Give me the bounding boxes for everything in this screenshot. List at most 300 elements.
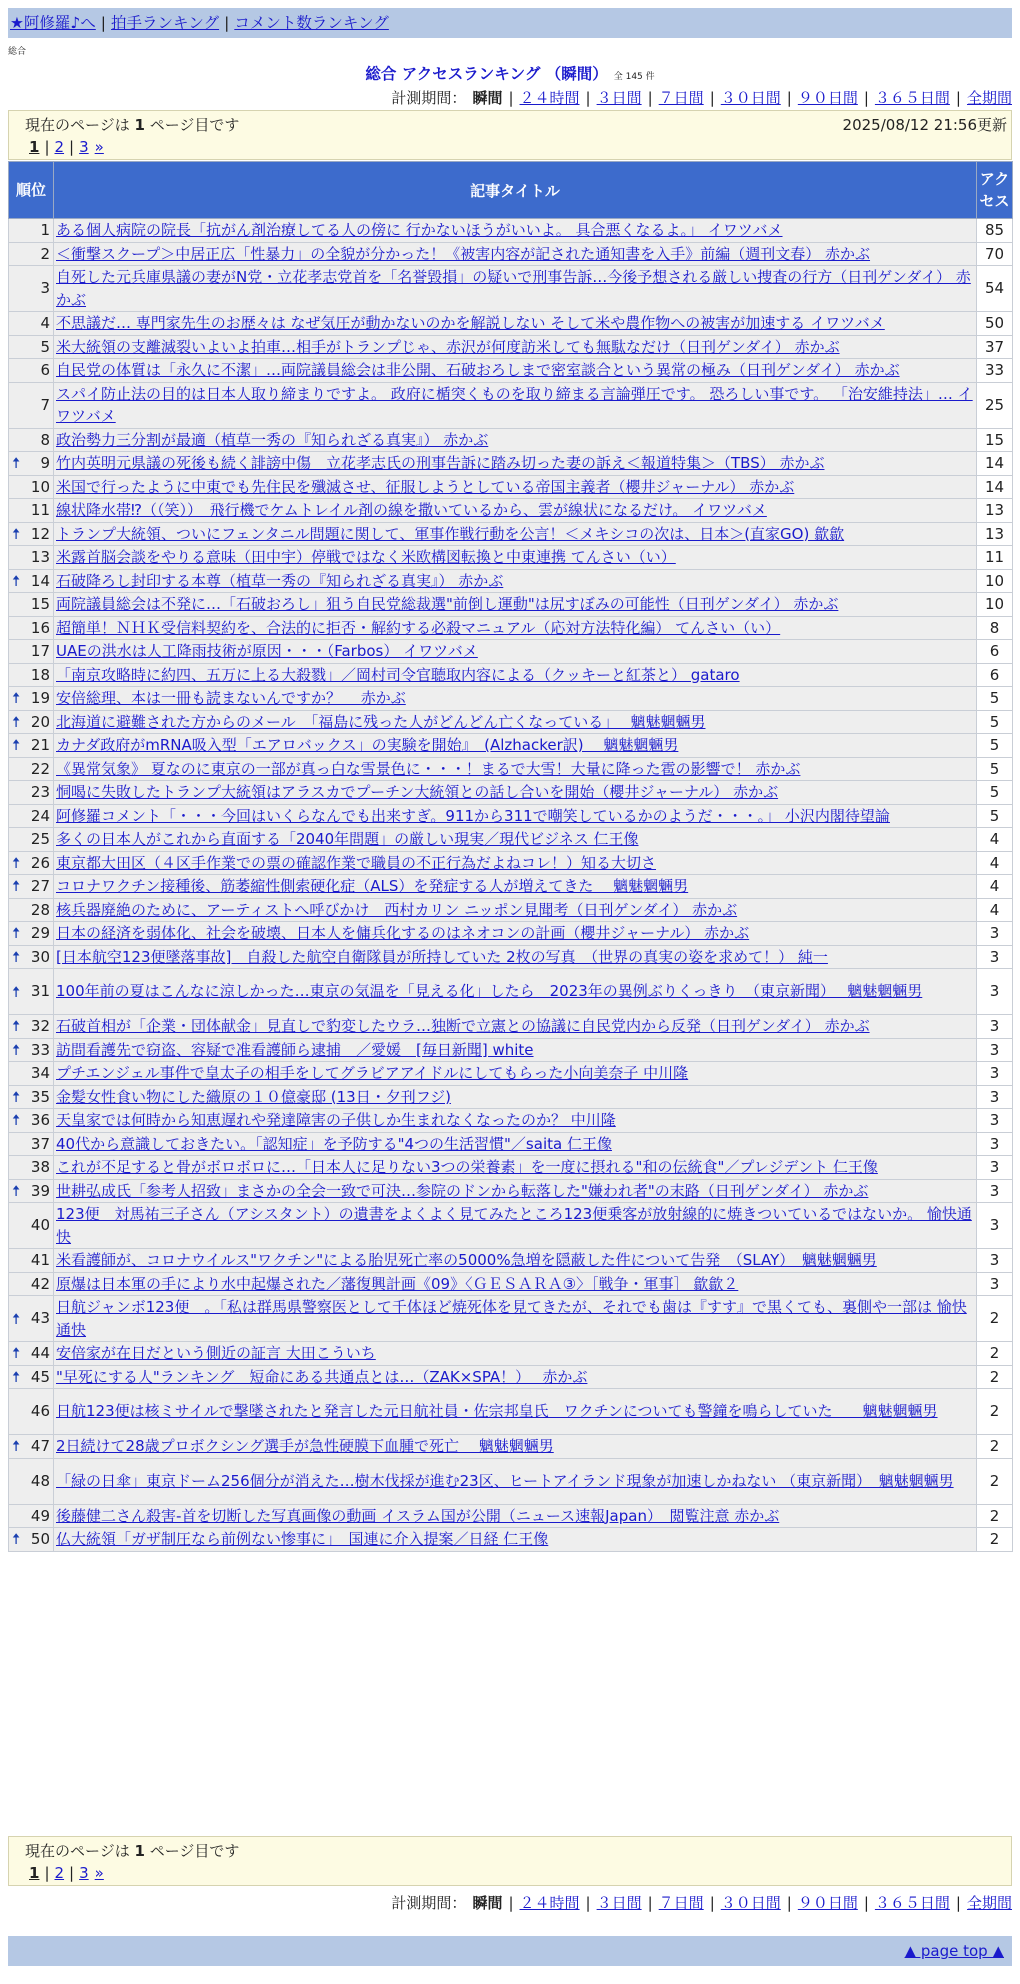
access-count: 3 — [977, 1156, 1013, 1180]
up-arrow-icon: 🠅 — [12, 924, 21, 943]
page-next-link[interactable]: » — [94, 1864, 104, 1882]
title-cell — [54, 499, 977, 523]
page-current: 1 — [29, 1864, 40, 1882]
rank-cell — [9, 452, 54, 476]
access-count: 15 — [977, 428, 1013, 452]
title-cell — [54, 546, 977, 570]
access-count: 3 — [977, 969, 1013, 1015]
rank-cell — [9, 428, 54, 452]
rank-cell — [9, 1085, 54, 1109]
up-arrow-icon: 🠅 — [12, 877, 21, 896]
rank-cell — [9, 804, 54, 828]
rank-cell — [9, 945, 54, 969]
article-title-link[interactable]: 《異常気象》 夏なのに東京の一部が真っ白な雪景色に・・・！まるで大雪！大量に降った雹の影響で！ 赤かぶ — [56, 759, 801, 778]
article-title-link[interactable]: 米看護師が、コロナウイルス"ワクチン"による胎児死亡率の5000%急増を隠蔽した件について告発 （SLAY） 魑魅魍魎男 — [56, 1251, 877, 1269]
title-cell — [54, 969, 977, 1015]
period-link[interactable]: ７日間 — [658, 1894, 704, 1912]
title-cell — [54, 335, 977, 359]
title-cell — [54, 1062, 977, 1086]
rank-cell — [9, 1249, 54, 1273]
table-row — [9, 1296, 1013, 1342]
article-title-link[interactable]: 自民党の体質は「永久に不潔」…両院議員総会は非公開、石破おろしまで密室談合という異常の極み（日刊ゲンダイ） 赤かぶ — [56, 361, 900, 379]
rank-number: 40 — [30, 1216, 50, 1235]
rank-number: 3 — [40, 279, 50, 298]
table-row — [9, 640, 1013, 664]
access-count: 3 — [977, 1179, 1013, 1203]
article-title-link[interactable]: 米国で行ったように中東でも先住民を殲滅させ、征服しようとしている帝国主義者（櫻井ジャーナル） 赤かぶ — [56, 477, 795, 496]
access-count: 11 — [977, 546, 1013, 570]
title-cell — [54, 452, 977, 476]
article-title-link[interactable]: 2日続けて28歳プロボクシング選手が急性硬膜下血腫で死亡 魑魅魍魎男 — [56, 1437, 554, 1455]
article-title-link[interactable]: 「南京攻略時に約四、五万に上る大殺戮」／岡村司令官聴取内容による（クッキーと紅茶と） gataro — [56, 665, 740, 684]
rank-number: 18 — [30, 665, 50, 684]
title-cell — [54, 1435, 977, 1459]
rank-cell — [9, 898, 54, 922]
article-title-link[interactable]: ある個人病院の院長「抗がん剤治療してる人の傍に 行かないほうがいいよ。 具合悪くなるよ。」 イワツバメ — [56, 221, 783, 239]
title-cell — [54, 1015, 977, 1039]
article-title-link[interactable]: 米大統領の支離滅裂いよいよ拍車…相手がトランプじゃ、赤沢が何度訪米しても無駄なだけ（日刊ゲンダイ） 赤かぶ — [56, 337, 840, 356]
table-row — [9, 1272, 1013, 1296]
title-cell — [54, 640, 977, 664]
access-count: 4 — [977, 851, 1013, 875]
rank-cell — [9, 663, 54, 687]
rank-cell — [9, 1062, 54, 1086]
rank-cell — [9, 922, 54, 946]
access-count: 3 — [977, 1249, 1013, 1273]
table-header-row — [9, 162, 1013, 219]
access-count: 4 — [977, 898, 1013, 922]
page-title-line — [0, 62, 1020, 84]
access-count: 25 — [977, 382, 1013, 428]
rank-number: 10 — [30, 477, 50, 496]
period-link[interactable]: ３０日間 — [720, 1894, 781, 1912]
period-separator: | — [709, 1894, 715, 1912]
table-row — [9, 1085, 1013, 1109]
rank-number: 31 — [30, 982, 50, 1001]
rank-number: 7 — [40, 395, 50, 414]
article-title-link[interactable]: 線状降水帯⁉（（笑）） 飛行機でケムトレイル剤の線を撒いているから、雲が線状になるだけ。 イワツバメ — [56, 501, 767, 519]
rank-number: 38 — [30, 1158, 50, 1176]
rank-number: 39 — [30, 1181, 50, 1200]
table-row — [9, 851, 1013, 875]
top-nav-bar — [8, 8, 1012, 38]
rank-number: 25 — [30, 830, 50, 848]
access-count: 8 — [977, 616, 1013, 640]
table-row — [9, 312, 1013, 336]
nav-separator: | — [100, 14, 107, 32]
period-separator: | — [508, 1894, 514, 1912]
rank-number: 23 — [30, 783, 50, 801]
period-link[interactable]: ３日間 — [596, 89, 642, 107]
page-link-2[interactable]: 2 — [54, 138, 65, 156]
title-cell — [54, 898, 977, 922]
title-cell — [54, 1272, 977, 1296]
article-title-link[interactable]: 日本の経済を弱体化、社会を破壊、日本人を傭兵化するのはネオコンの計画（櫻井ジャーナル） 赤かぶ — [56, 924, 750, 942]
article-title-link[interactable]: 石破降ろし封印する本尊（植草一秀の『知られざる真実』） 赤かぶ — [56, 571, 504, 590]
period-link[interactable]: ７日間 — [658, 89, 704, 107]
table-row — [9, 499, 1013, 523]
table-row — [9, 266, 1013, 312]
rank-number: 46 — [30, 1402, 50, 1421]
table-row — [9, 428, 1013, 452]
article-title-link[interactable]: 天皇家では何時から知恵遅れや発達障害の子供しか生まれなくなったのか？ 中川隆 — [56, 1111, 616, 1129]
rank-number: 48 — [30, 1471, 50, 1490]
rank-number: 36 — [30, 1111, 50, 1129]
rank-number: 5 — [40, 337, 50, 356]
period-link[interactable]: ２４時間 — [519, 89, 580, 107]
rank-cell — [9, 1015, 54, 1039]
current-page-prefix: 現在のページは — [25, 1842, 135, 1860]
period-link[interactable]: ９０日間 — [797, 1894, 858, 1912]
up-arrow-icon: 🠅 — [12, 1437, 21, 1456]
period-link[interactable]: ２４時間 — [519, 1894, 580, 1912]
article-title-link[interactable]: 金髪女性食い物にした織原の１０億豪邸 (13日・夕刊フジ) — [56, 1087, 451, 1106]
rank-cell — [9, 359, 54, 383]
page-link-3[interactable]: 3 — [79, 1864, 89, 1882]
access-count: 2 — [977, 1389, 1013, 1435]
title-cell — [54, 242, 977, 266]
current-page-prefix: 現在のページは — [25, 116, 135, 134]
rank-cell — [9, 593, 54, 617]
article-title-link[interactable]: 政治勢力三分割が最適（植草一秀の『知られざる真実』） 赤かぶ — [56, 430, 489, 449]
period-link[interactable]: 全期間 — [966, 1894, 1012, 1912]
table-row — [9, 757, 1013, 781]
ranking-table — [8, 161, 1013, 1552]
title-cell — [54, 1458, 977, 1504]
rank-number: 4 — [40, 314, 50, 332]
article-title-link[interactable]: 原爆は日本軍の手により水中起爆された／藩復興計画《09》〈ＧＥＳＡＲＡ③〉［戦争・軍事］ 歙歙２ — [56, 1274, 739, 1293]
period-link[interactable]: ３６５日間 — [874, 1894, 950, 1912]
rank-cell — [9, 1504, 54, 1528]
table-row — [9, 1528, 1013, 1552]
nav-separator: | — [224, 14, 230, 32]
title-cell — [54, 781, 977, 805]
title-cell — [54, 266, 977, 312]
rank-cell — [9, 828, 54, 852]
rank-number: 19 — [30, 689, 50, 707]
access-count: 3 — [977, 1132, 1013, 1156]
up-arrow-icon: 🠅 — [12, 571, 21, 590]
col-title-header: 記事タイトル — [54, 162, 977, 219]
table-row — [9, 475, 1013, 499]
table-row — [9, 382, 1013, 428]
title-cell — [54, 804, 977, 828]
rank-number: 41 — [30, 1251, 50, 1269]
article-title-link[interactable]: 東京都大田区（４区手作業での票の確認作業で職員の不正行為だよねコレ！）知る大切さ — [56, 853, 657, 872]
access-count: 5 — [977, 710, 1013, 734]
rank-number: 32 — [30, 1017, 50, 1035]
article-title-link[interactable]: スパイ防止法の目的は日本人取り締まりですよ。 政府に楯突くものを取り締まる言論弾圧です。 恐ろしい事です。 「治安維持法」… イワツバメ — [56, 384, 973, 425]
title-cell — [54, 1504, 977, 1528]
rank-cell — [9, 1365, 54, 1389]
pager-top — [8, 110, 1012, 160]
title-cell — [54, 663, 977, 687]
title-cell — [54, 945, 977, 969]
table-row — [9, 1458, 1013, 1504]
table-row — [9, 804, 1013, 828]
rank-number: 43 — [30, 1309, 50, 1328]
article-title-link[interactable]: ＜衝撃スクープ＞中居正広「性暴力」の全貌が分かった！《被害内容が記された通知書を入手》前編（週刊文春） 赤かぶ — [56, 244, 871, 263]
article-title-link[interactable]: 恫喝に失敗したトランプ大統領はアラスカでプーチン大統領との話し合いを開始（櫻井ジャーナル） 赤かぶ — [56, 783, 779, 801]
access-count: 3 — [977, 1109, 1013, 1133]
rank-number: 9 — [40, 454, 50, 472]
rank-cell — [9, 710, 54, 734]
up-arrow-icon: 🠅 — [12, 982, 21, 1001]
pager-bottom — [8, 1836, 1012, 1886]
period-label: 計測期間： — [391, 89, 467, 107]
access-count: 5 — [977, 687, 1013, 711]
access-count: 14 — [977, 452, 1013, 476]
table-row — [9, 1038, 1013, 1062]
article-title-link[interactable]: カナダ政府がmRNA吸入型「エアロバックス」の実験を開始』 (Alzhacker訳) 魑魅魍魎男 — [56, 736, 679, 754]
title-cell — [54, 757, 977, 781]
period-separator: | — [863, 1894, 869, 1912]
table-row — [9, 828, 1013, 852]
period-separator: | — [709, 89, 715, 107]
rank-cell — [9, 242, 54, 266]
table-row — [9, 1249, 1013, 1273]
page-link-3[interactable]: 3 — [79, 138, 89, 156]
period-label: 計測期間： — [391, 1894, 467, 1912]
article-title-link[interactable]: 40代から意識しておきたい。「認知症」を予防する"4つの生活習慣"／saita 仁王像 — [56, 1134, 612, 1153]
article-title-link[interactable]: 訪問看護先で窃盗、容疑で准看護師ら逮捕 ／愛媛 [毎日新聞] white — [56, 1040, 534, 1059]
access-count: 13 — [977, 499, 1013, 523]
access-count: 2 — [977, 1296, 1013, 1342]
title-cell — [54, 875, 977, 899]
current-page-suffix: ページ目です — [144, 116, 240, 134]
rank-cell — [9, 1342, 54, 1366]
table-row — [9, 1179, 1013, 1203]
article-title-link[interactable]: プチエンジェル事件で皇太子の相手をしてグラビアアイドルにしてもらった小向美奈子 中川隆 — [56, 1064, 689, 1082]
up-arrow-icon: 🠅 — [12, 947, 21, 966]
article-title-link[interactable]: 後藤健二さん殺害-首を切断した写真画像の動画 イスラム国が公開（ニュース速報Japan） 閲覧注意 赤かぶ — [56, 1506, 780, 1525]
table-row — [9, 922, 1013, 946]
rank-cell — [9, 499, 54, 523]
period-separator: | — [585, 1894, 591, 1912]
period-current: 瞬間 — [472, 89, 503, 107]
rank-number: 17 — [30, 642, 50, 660]
rank-cell — [9, 781, 54, 805]
page-separator: | — [69, 138, 75, 156]
access-count: 5 — [977, 734, 1013, 758]
rank-cell — [9, 1038, 54, 1062]
rank-cell — [9, 1389, 54, 1435]
access-count: 3 — [977, 1272, 1013, 1296]
article-title-link[interactable]: 北海道に避難された方からのメール 「福島に残った人がどんどん亡くなっている」 魑魅魍魎男 — [56, 712, 706, 731]
title-cell — [54, 1156, 977, 1180]
rank-cell — [9, 757, 54, 781]
article-title-link[interactable]: コロナワクチン接種後、筋萎縮性側索硬化症（ALS）を発症する人が増えてきた 魑魅魍魎男 — [56, 877, 689, 895]
access-count: 5 — [977, 757, 1013, 781]
period-current: 瞬間 — [472, 1894, 503, 1912]
article-title-link[interactable]: 超簡単！ＮＨＫ受信料契約を、合法的に拒否・解約する必殺マニュアル（応対方法特化編） てんさい（い） — [56, 618, 781, 637]
period-separator: | — [955, 1894, 961, 1912]
article-title-link[interactable]: 安倍総理、本は一冊も読まないんですか？ 赤かぶ — [56, 689, 406, 707]
title-cell — [54, 382, 977, 428]
rank-number: 2 — [40, 244, 50, 263]
table-row — [9, 522, 1013, 546]
access-count: 54 — [977, 266, 1013, 312]
access-count: 2 — [977, 1435, 1013, 1459]
article-title-link[interactable]: 100年前の夏はこんなに涼しかった…東京の気温を「見える化」したら 2023年の異例ぶりくっきり （東京新聞） 魑魅魍魎男 — [56, 982, 923, 1001]
table-row — [9, 219, 1013, 243]
period-link[interactable]: ３６５日間 — [874, 89, 950, 107]
access-count: 3 — [977, 922, 1013, 946]
title-cell — [54, 1249, 977, 1273]
access-count: 3 — [977, 1015, 1013, 1039]
page-current: 1 — [29, 138, 40, 156]
rank-number: 45 — [30, 1367, 50, 1386]
access-count: 2 — [977, 1504, 1013, 1528]
nav-clap-ranking-link[interactable]: 拍手ランキング — [111, 14, 220, 32]
page-link-2[interactable]: 2 — [54, 1864, 65, 1882]
article-title-link[interactable]: 日航ジャンボ123便 。「私は群馬県警察医として千体ほど焼死体を見てきたが、それでも歯は『すす』で黒くても、裏側や一部は 愉快通快 — [56, 1298, 967, 1339]
article-title-link[interactable]: 核兵器廃絶のために、アーティストへ呼びかけ 西村カリン ニッポン見聞考（日刊ゲンダイ） 赤かぶ — [56, 900, 738, 919]
table-row — [9, 1156, 1013, 1180]
rank-number: 28 — [30, 900, 50, 919]
rank-cell — [9, 1179, 54, 1203]
article-title-link[interactable]: [日本航空123便墜落事故] 自殺した航空自衛隊員が所持していた 2枚の写真 （世界の真実の姿を求めて！） 純一 — [56, 947, 828, 966]
article-title-link[interactable]: "早死にする人"ランキング 短命にある共通点とは…（ZAK×SPA！） 赤かぶ — [56, 1367, 588, 1386]
up-arrow-icon: 🠅 — [12, 1367, 21, 1386]
up-arrow-icon: 🠅 — [12, 853, 21, 872]
rank-number: 1 — [40, 221, 50, 239]
article-title-link[interactable]: これが不足すると骨がボロボロに…「日本人に足りない3つの栄養素」を一度に摂れる"和の伝統食"／プレジデント 仁王像 — [56, 1158, 878, 1176]
article-title-link[interactable]: 阿修羅コメント「・・・今回はいくらなんでも出来すぎ。911から311で嘲笑しているかのようだ・・・。」 小沢内閣待望論 — [56, 806, 890, 825]
rank-number: 42 — [30, 1274, 50, 1293]
up-arrow-icon: 🠅 — [12, 454, 21, 473]
rank-number: 44 — [30, 1344, 50, 1362]
article-title-link[interactable]: 両院議員総会は不発に…「石破おろし」狙う自民党総裁選"前倒し運動"は尻すぼみの可能性（日刊ゲンダイ） 赤かぶ — [56, 595, 839, 613]
rank-cell — [9, 382, 54, 428]
article-title-link[interactable]: 123便 対馬祐三子さん（アシスタント）の遺書をよくよく見てみたところ123便乗客が放射線的に焼きついているではないか。 愉快通快 — [56, 1205, 972, 1246]
access-count: 33 — [977, 359, 1013, 383]
rank-number: 29 — [30, 924, 50, 942]
up-arrow-icon: 🠅 — [12, 1181, 21, 1200]
period-separator: | — [863, 89, 869, 107]
rank-number: 8 — [40, 430, 50, 449]
article-title-link[interactable]: 世耕弘成氏「参考人招致」まさかの全会一致で可決…参院のドンから転落した"嫌われ者"の末路（日刊ゲンダイ） 赤かぶ — [56, 1181, 869, 1200]
current-page-text — [25, 114, 239, 135]
table-row — [9, 734, 1013, 758]
rank-number: 34 — [30, 1064, 50, 1082]
rank-number: 24 — [30, 806, 50, 825]
rank-number: 15 — [30, 595, 50, 613]
pagination — [29, 1864, 104, 1882]
title-cell — [54, 1109, 977, 1133]
table-row — [9, 452, 1013, 476]
period-link[interactable]: ９０日間 — [797, 89, 858, 107]
page-next-link[interactable]: » — [94, 138, 104, 156]
article-title-link[interactable]: 石破首相が「企業・団体献金」見直しで豹変したウラ…独断で立憲との協議に自民党内から反発（日刊ゲンダイ） 赤かぶ — [56, 1017, 870, 1035]
access-count: 50 — [977, 312, 1013, 336]
access-count: 37 — [977, 335, 1013, 359]
article-title-link[interactable]: UAEの洪水は人工降雨技術が原因・・・（Farbos） イワツバメ — [56, 642, 478, 660]
article-title-link[interactable]: 竹内英明元県議の死後も続く誹謗中傷 立花孝志氏の刑事告訴に踏み切った妻の訴え＜報道特集＞（TBS） 赤かぶ — [56, 454, 825, 472]
article-title-link[interactable]: 「緑の日傘」東京ドーム256個分が消えた…樹木伐採が進む23区、ヒートアイランド現象が加速しかねない （東京新聞） 魑魅魍魎男 — [56, 1471, 954, 1490]
current-page-number: 1 — [134, 1842, 145, 1860]
access-count: 5 — [977, 804, 1013, 828]
table-row — [9, 1132, 1013, 1156]
page-title: 総合 アクセスランキング （瞬間） — [365, 65, 608, 83]
rank-cell — [9, 1203, 54, 1249]
current-page-text — [25, 1840, 239, 1861]
table-row — [9, 593, 1013, 617]
rank-cell — [9, 1109, 54, 1133]
access-count: 3 — [977, 1085, 1013, 1109]
access-count: 70 — [977, 242, 1013, 266]
rank-number: 33 — [30, 1040, 50, 1059]
table-row — [9, 687, 1013, 711]
access-count: 2 — [977, 1365, 1013, 1389]
rank-number: 11 — [30, 501, 50, 519]
table-row — [9, 1342, 1013, 1366]
access-count: 2 — [977, 1458, 1013, 1504]
rank-cell — [9, 335, 54, 359]
rank-cell — [9, 522, 54, 546]
article-title-link[interactable]: 不思議だ… 専門家先生のお歴々は なぜ気圧が動かないのかを解説しない そして米や農作物への被害が加速する イワツバメ — [56, 314, 885, 332]
rank-cell — [9, 475, 54, 499]
current-page-suffix: ページ目です — [144, 1842, 240, 1860]
rank-cell — [9, 875, 54, 899]
article-title-link[interactable]: 安倍家が在日だという側近の証言 大田こういち — [56, 1344, 376, 1362]
period-link[interactable]: ３０日間 — [720, 89, 781, 107]
title-cell — [54, 1342, 977, 1366]
table-row — [9, 335, 1013, 359]
title-cell — [54, 569, 977, 593]
period-link[interactable]: ３日間 — [596, 1894, 642, 1912]
access-count: 3 — [977, 945, 1013, 969]
article-title-link[interactable]: 自死した元兵庫県議の妻がN党・立花孝志党首を「名誉毀損」の疑いで刑事告訴…今後予想される厳しい捜査の行方（日刊ゲンダイ） 赤かぶ — [56, 268, 971, 309]
table-row — [9, 1015, 1013, 1039]
access-count: 4 — [977, 828, 1013, 852]
rank-cell — [9, 546, 54, 570]
up-arrow-icon: 🠅 — [12, 689, 21, 708]
nav-home-link[interactable]: ★阿修羅♪へ — [10, 14, 96, 32]
table-row — [9, 1203, 1013, 1249]
rank-number: 30 — [30, 947, 50, 966]
article-title-link[interactable]: 日航123便は核ミサイルで撃墜されたと発言した元日航社員・佐宗邦皇氏 ワクチンについても警鐘を鳴らしていた 魑魅魍魎男 — [56, 1402, 938, 1421]
title-cell — [54, 593, 977, 617]
article-title-link[interactable]: トランプ大統領、ついにフェンタニル問題に関して、軍事作戦行動を公言！＜メキシコの次は、日本＞(直家GO) 歙歙 — [56, 524, 845, 543]
title-cell — [54, 1132, 977, 1156]
updated-timestamp: 2025/08/12 21:56更新 — [842, 116, 1007, 134]
access-count: 3 — [977, 1203, 1013, 1249]
page-separator: | — [44, 138, 50, 156]
up-arrow-icon: 🠅 — [12, 736, 21, 755]
article-title-link[interactable]: 多くの日本人がこれから直面する「2040年問題」の厳しい現実／現代ビジネス 仁王像 — [56, 830, 639, 848]
article-title-link[interactable]: 米露首脳会談をやりる意味（田中宇）停戦ではなく米欧構図転換と中東連携 てんさい（い） — [56, 548, 676, 566]
nav-comment-ranking-link[interactable]: コメント数ランキング — [234, 14, 389, 32]
table-row — [9, 1435, 1013, 1459]
title-cell — [54, 687, 977, 711]
rank-cell — [9, 312, 54, 336]
rank-number: 21 — [30, 736, 50, 754]
rank-cell — [9, 851, 54, 875]
up-arrow-icon: 🠅 — [12, 712, 21, 731]
access-count: 2 — [977, 1342, 1013, 1366]
period-link[interactable]: 全期間 — [966, 89, 1012, 107]
up-arrow-icon: 🠅 — [12, 1344, 21, 1363]
rank-number: 35 — [30, 1087, 50, 1106]
page-top-link[interactable]: ▲ page top ▲ — [904, 1942, 1004, 1960]
title-cell — [54, 734, 977, 758]
title-cell — [54, 1179, 977, 1203]
article-title-link[interactable]: 仏大統領「ガザ制圧なら前例ない惨事に」 国連に介入提案／日経 仁王像 — [56, 1530, 549, 1548]
ranking-table-body — [9, 219, 1013, 1552]
rank-number: 27 — [30, 877, 50, 895]
rank-cell — [9, 1272, 54, 1296]
